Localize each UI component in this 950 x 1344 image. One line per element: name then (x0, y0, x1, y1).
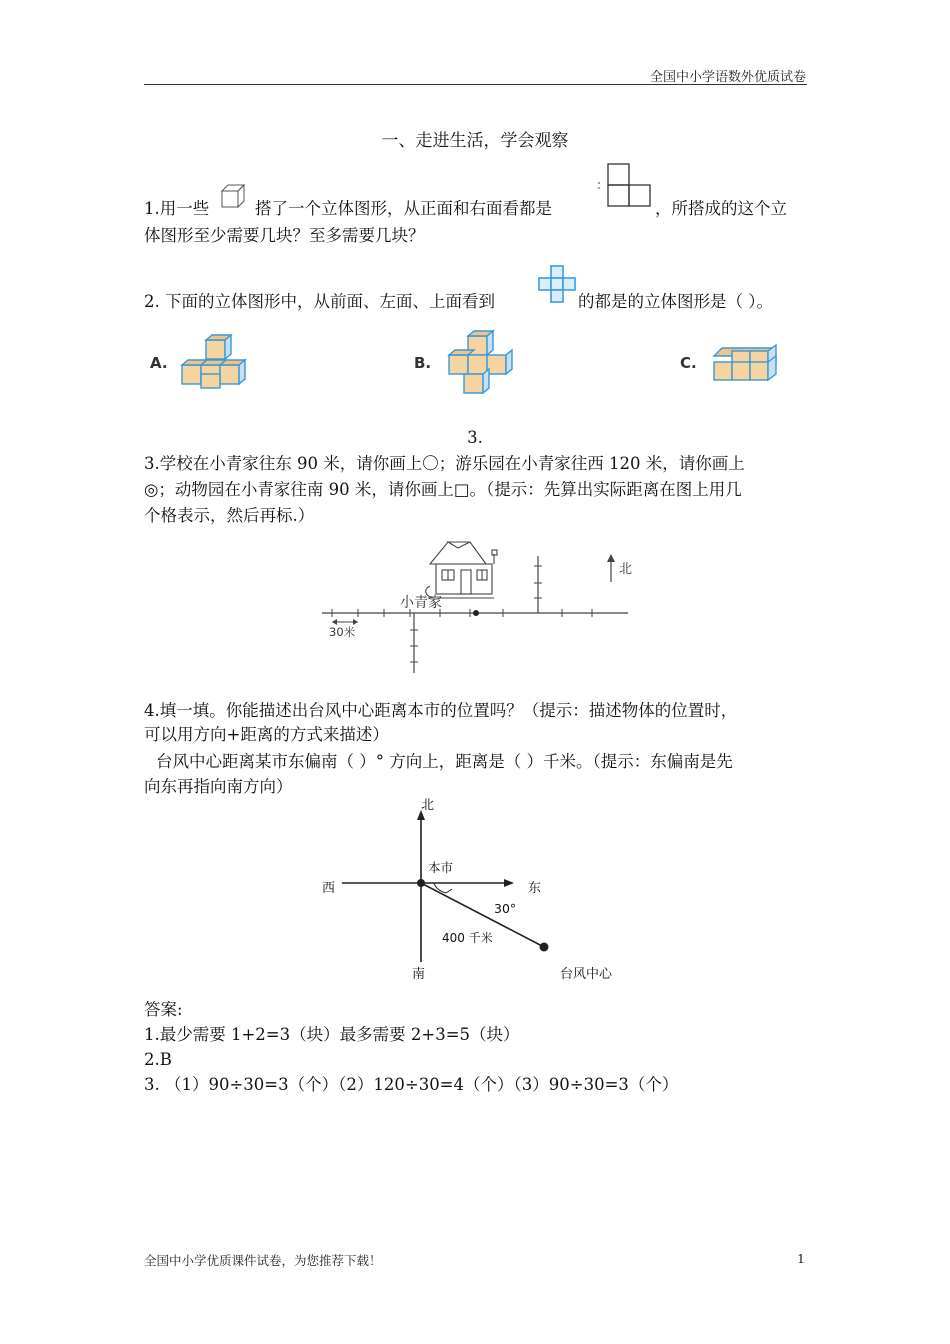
map-north-label: 北 (619, 562, 633, 577)
header-rule (144, 84, 807, 85)
answer-1: 1.最少需要 1+2=3（块）最多需要 2+3=5（块） (144, 1025, 520, 1044)
answer-2: 2.B (144, 1050, 172, 1069)
q1-part1: 1.用一些 (144, 199, 210, 218)
q4-line3: 台风中心距离某市东偏南（ ）° 方向上，距离是（ ）千米。（提示：东偏南是先 (156, 752, 733, 771)
q4-line1: 4.填一填。你能描述出台风中心距离本市的位置吗？（提示：描述物体的位置时， (144, 701, 738, 720)
angle-label: 30° (494, 901, 517, 916)
answer-3: 3. （1）90÷30=3（个）（2）120÷30=4（个）（3）90÷30=3（个） (144, 1075, 679, 1094)
q1-part3: ，所搭成的这个立 (655, 199, 787, 218)
compass-west: 西 (322, 881, 336, 896)
q4-line2: 可以用方向+距离的方式来描述） (144, 725, 389, 744)
q4-line4: 向东再指向南方向） (144, 777, 293, 796)
map-scale-label: 30米 (329, 625, 356, 639)
page-number: 1 (797, 1251, 805, 1266)
option-a-figure (178, 334, 254, 394)
q3-line3: 个格表示，然后再标.） (144, 506, 315, 525)
answers-heading: 答案: (144, 1000, 183, 1019)
house-icon (426, 542, 497, 598)
cube-icon (218, 182, 248, 212)
option-b-label: B. (414, 354, 432, 372)
header-text: 全国中小学语数外优质试卷 (649, 70, 806, 85)
q3-map (318, 538, 648, 678)
option-c-label: C. (680, 354, 697, 372)
q3-number: 3. (467, 428, 483, 447)
city-label: 本市 (428, 860, 454, 875)
footer-text: 全国中小学优质课件试卷，为您推荐下载！ (144, 1253, 382, 1268)
typhoon-label: 台风中心 (560, 967, 613, 982)
q1-line2: 体图形至少需要几块？至多需要几块？ (144, 226, 425, 245)
q3-line1: 3.学校在小青家往东 90 米，请你画上〇；游乐园在小青家往西 120 米，请你画上 (144, 454, 745, 473)
distance-label: 400 千米 (442, 931, 493, 945)
q2-part1: 2. 下面的立体图形中，从前面、左面、上面看到 (144, 292, 495, 311)
q3-line2: ◎；动物园在小青家往南 90 米，请你画上□。（提示：先算出实际距离在图上用几 (144, 480, 742, 499)
option-c-figure (710, 342, 784, 386)
map-home-label: 小青家 (400, 595, 442, 611)
compass-north: 北 (421, 798, 435, 813)
view-shape-icon (596, 162, 654, 212)
option-b-figure (442, 330, 518, 398)
section-title: 一、走进生活，学会观察 (381, 131, 569, 151)
compass-south: 南 (412, 967, 426, 982)
q1-part2: 搭了一个立体图形，从正面和右面看都是 (255, 199, 552, 218)
q2-part2: 的都是的立体图形是（ ）。 (578, 292, 773, 311)
compass-east: 东 (528, 881, 542, 896)
option-a-label: A. (150, 354, 168, 372)
q4-compass-diagram (330, 790, 650, 990)
cross-view-icon (537, 262, 579, 306)
